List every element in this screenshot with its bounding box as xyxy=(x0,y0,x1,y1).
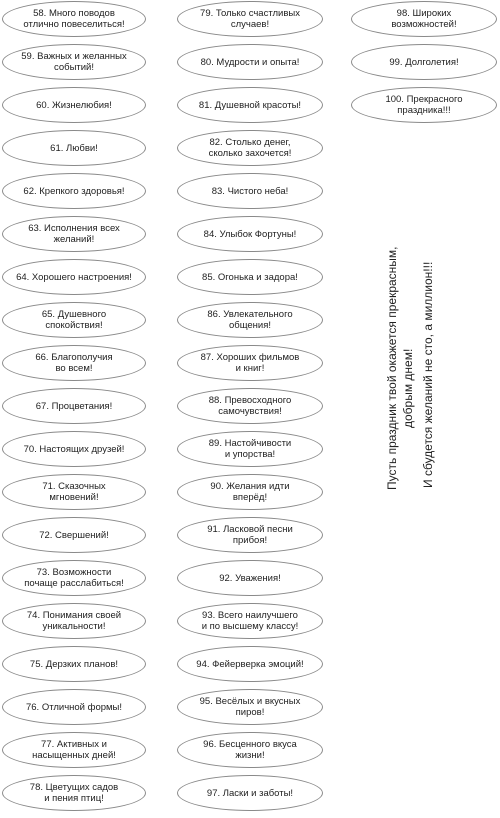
wish-item: 67. Процветания! xyxy=(2,388,146,424)
wish-item: 86. Увлекательного общения! xyxy=(177,302,323,338)
wish-item: 90. Желания идти вперёд! xyxy=(177,474,323,510)
wish-item: 73. Возможности почаще расслабиться! xyxy=(2,560,146,596)
wish-item: 84. Улыбок Фортуны! xyxy=(177,216,323,252)
wish-item: 78. Цветущих садов и пения птиц! xyxy=(2,775,146,811)
wish-item: 70. Настоящих друзей! xyxy=(2,431,146,467)
wish-item: 80. Мудрости и опыта! xyxy=(177,44,323,80)
wish-item: 85. Огонька и задора! xyxy=(177,259,323,295)
wish-item: 94. Фейерверка эмоций! xyxy=(177,646,323,682)
wish-item: 65. Душевного спокойствия! xyxy=(2,302,146,338)
wish-item: 58. Много поводов отлично повеселиться! xyxy=(2,1,146,37)
wish-item: 76. Отличной формы! xyxy=(2,689,146,725)
wish-item: 75. Дерзких планов! xyxy=(2,646,146,682)
wish-item: 83. Чистого неба! xyxy=(177,173,323,209)
wish-item: 79. Только счастливых случаев! xyxy=(177,1,323,37)
wish-item: 87. Хороших фильмов и книг! xyxy=(177,345,323,381)
closing-message xyxy=(385,190,455,490)
wish-item: 59. Важных и желанных событий! xyxy=(2,44,146,80)
wish-item: 97. Ласки и заботы! xyxy=(177,775,323,811)
wish-item: 100. Прекрасного праздника!!! xyxy=(351,87,497,123)
wish-item: 72. Свершений! xyxy=(2,517,146,553)
wish-item: 82. Столько денег, сколько захочется! xyxy=(177,130,323,166)
wish-item: 64. Хорошего настроения! xyxy=(2,259,146,295)
wish-item: 93. Всего наилучшего и по высшему классу! xyxy=(177,603,323,639)
wish-item: 91. Ласковой песни прибоя! xyxy=(177,517,323,553)
closing-line-1: Пусть праздник твой окажется прекрасным, xyxy=(385,246,399,490)
wish-item: 99. Долголетия! xyxy=(351,44,497,80)
wish-item: 74. Понимания своей уникальности! xyxy=(2,603,146,639)
wish-item: 92. Уважения! xyxy=(177,560,323,596)
wish-item: 96. Бесценного вкуса жизни! xyxy=(177,732,323,768)
wish-item: 89. Настойчивости и упорства! xyxy=(177,431,323,467)
closing-line-3: И сбудется желаний не сто, а миллион!!! xyxy=(421,261,435,488)
wish-item: 63. Исполнения всех желаний! xyxy=(2,216,146,252)
wish-item: 88. Превосходного самочувствия! xyxy=(177,388,323,424)
closing-line-2: добрым днем! xyxy=(401,348,415,428)
wish-item: 60. Жизнелюбия! xyxy=(2,87,146,123)
wish-item: 62. Крепкого здоровья! xyxy=(2,173,146,209)
wish-item: 61. Любви! xyxy=(2,130,146,166)
wish-item: 66. Благополучия во всем! xyxy=(2,345,146,381)
wish-item: 81. Душевной красоты! xyxy=(177,87,323,123)
wish-item: 77. Активных и насыщенных дней! xyxy=(2,732,146,768)
wish-item: 98. Широких возможностей! xyxy=(351,1,497,37)
wish-item: 95. Весёлых и вкусных пиров! xyxy=(177,689,323,725)
wish-item: 71. Сказочных мгновений! xyxy=(2,474,146,510)
